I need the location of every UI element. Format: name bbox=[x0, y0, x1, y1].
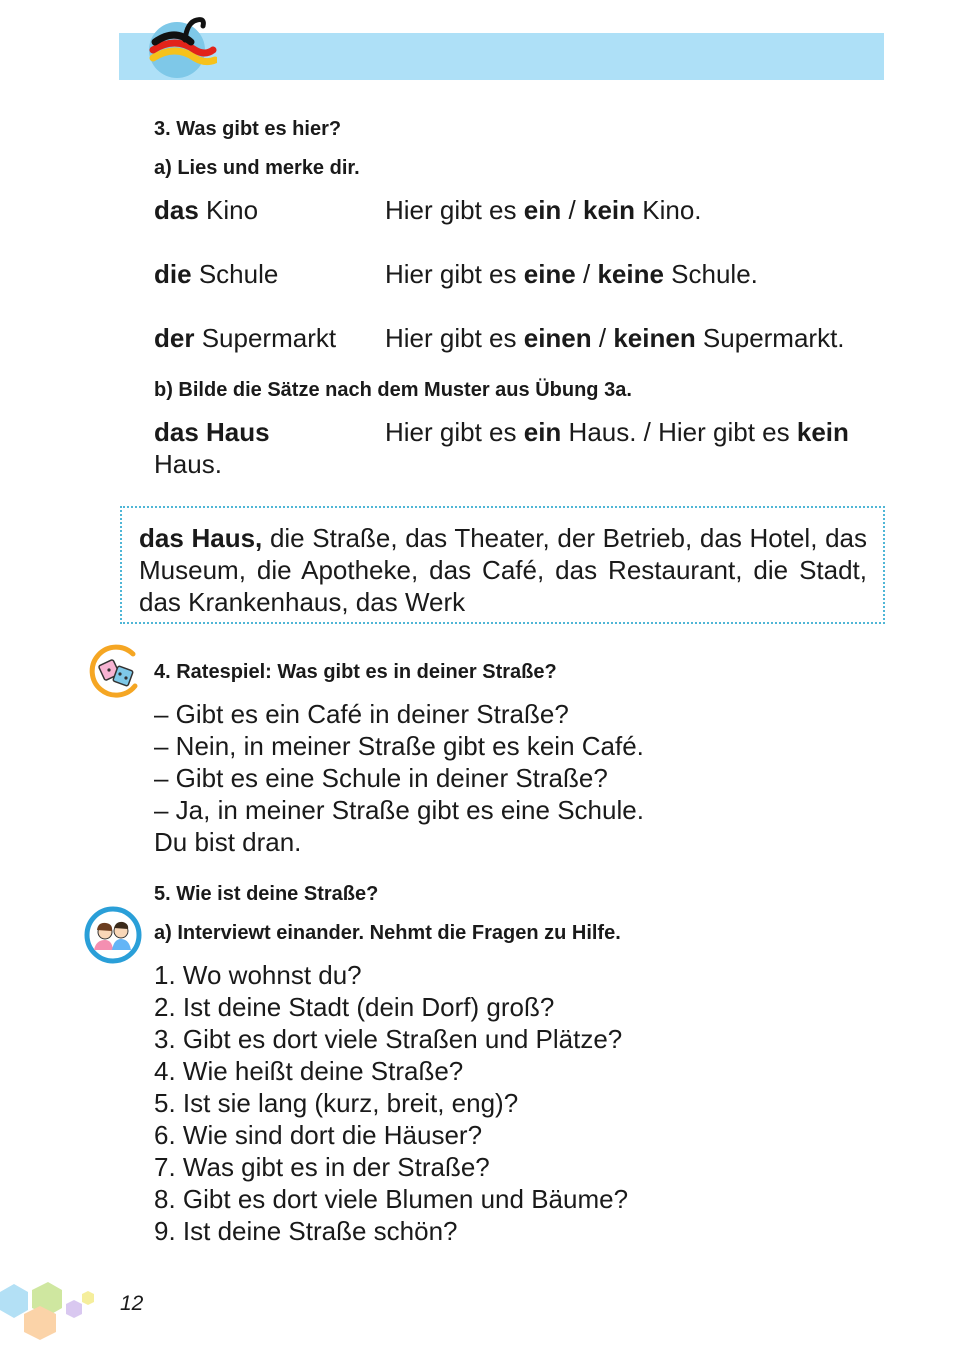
exercise-3b-title: b) Bilde die Sätze nach dem Muster aus Übung 3a. bbox=[154, 379, 632, 401]
sentence-bold: ein bbox=[523, 195, 562, 225]
exercise-3-title: 3. Was gibt es hier? bbox=[154, 118, 342, 140]
word-box-text bbox=[139, 522, 867, 618]
noun: Supermarkt bbox=[201, 323, 337, 353]
hexagon-decoration-icon bbox=[0, 1282, 100, 1360]
example-text: Hier gibt es bbox=[385, 417, 524, 447]
sentence-bold: keinen bbox=[613, 323, 696, 353]
dialog-line: Du bist dran. bbox=[154, 827, 302, 857]
dialog-line: – Gibt es ein Café in deiner Straße? bbox=[154, 699, 569, 729]
example-word bbox=[154, 417, 270, 448]
question-item: 8. Gibt es dort viele Blumen und Bäume? bbox=[154, 1184, 629, 1214]
exercise-3a-title: a) Lies und merke dir. bbox=[154, 157, 360, 179]
sentence-text: Supermarkt. bbox=[695, 323, 845, 353]
exercise-5a-title: a) Interviewt einander. Nehmt die Fragen zu Hilfe. bbox=[154, 922, 621, 944]
sentence-text: Kino. bbox=[635, 195, 702, 225]
word-row-2 bbox=[154, 259, 278, 290]
sentence-bold: eine bbox=[523, 259, 576, 289]
dialog-line: – Gibt es eine Schule in deiner Straße? bbox=[154, 763, 608, 793]
dice-game-icon bbox=[89, 644, 143, 698]
dialog-line: – Nein, in meiner Straße gibt es kein Café. bbox=[154, 731, 644, 761]
sentence-text: Schule. bbox=[663, 259, 758, 289]
article: das bbox=[154, 195, 199, 225]
sentence-row-3 bbox=[385, 323, 845, 354]
sentence-bold: kein bbox=[582, 195, 636, 225]
noun: Kino bbox=[206, 195, 259, 225]
header-bar bbox=[119, 33, 884, 80]
sentence-text: / bbox=[561, 195, 583, 225]
word-row-1 bbox=[154, 195, 258, 226]
page-number: 12 bbox=[120, 1292, 144, 1315]
example-sentence-continued: Haus. bbox=[154, 449, 222, 479]
word-box-words: die Straße, das Theater, der Betrieb, das Hotel, das Museum, die Apotheke, das Café, das Restaurant, die Stadt, das Krankenhaus, das Werk bbox=[139, 523, 868, 617]
example-sentence bbox=[385, 417, 849, 448]
question-item: 4. Wie heißt deine Straße? bbox=[154, 1056, 464, 1086]
question-item: 3. Gibt es dort viele Straßen und Plätze? bbox=[154, 1024, 623, 1054]
example-word-text: das Haus bbox=[154, 417, 270, 447]
article: die bbox=[154, 259, 192, 289]
question-item: 1. Wo wohnst du? bbox=[154, 960, 362, 990]
sentence-text: / bbox=[575, 259, 598, 289]
pair-work-icon bbox=[84, 906, 142, 964]
sentence-text: Hier gibt es bbox=[385, 259, 524, 289]
sentence-bold: keine bbox=[597, 259, 664, 289]
dialog-line: – Ja, in meiner Straße gibt es eine Schule. bbox=[154, 795, 644, 825]
sentence-text: / bbox=[591, 323, 614, 353]
question-item: 9. Ist deine Straße schön? bbox=[154, 1216, 458, 1246]
question-item: 7. Was gibt es in der Straße? bbox=[154, 1152, 490, 1182]
exercise-5-title: 5. Wie ist deine Straße? bbox=[154, 883, 379, 905]
word-box-bold: das Haus, bbox=[139, 523, 263, 553]
article: der bbox=[154, 323, 195, 353]
word-row-3 bbox=[154, 323, 336, 354]
word-box bbox=[120, 506, 885, 624]
exercise-4-title: 4. Ratespiel: Was gibt es in deiner Straße? bbox=[154, 661, 557, 683]
noun: Schule bbox=[198, 259, 279, 289]
sentence-text: Hier gibt es bbox=[385, 195, 524, 225]
question-item: 5. Ist sie lang (kurz, breit, eng)? bbox=[154, 1088, 519, 1118]
sentence-row-2 bbox=[385, 259, 758, 290]
sentence-row-1 bbox=[385, 195, 702, 226]
question-item: 6. Wie sind dort die Häuser? bbox=[154, 1120, 483, 1150]
example-bold: ein bbox=[523, 417, 562, 447]
example-text: Haus. / Hier gibt es bbox=[561, 417, 797, 447]
german-eagle-logo-icon bbox=[145, 14, 217, 80]
sentence-bold: einen bbox=[523, 323, 592, 353]
sentence-text: Hier gibt es bbox=[385, 323, 524, 353]
question-item: 2. Ist deine Stadt (dein Dorf) groß? bbox=[154, 992, 555, 1022]
example-bold: kein bbox=[796, 417, 849, 447]
